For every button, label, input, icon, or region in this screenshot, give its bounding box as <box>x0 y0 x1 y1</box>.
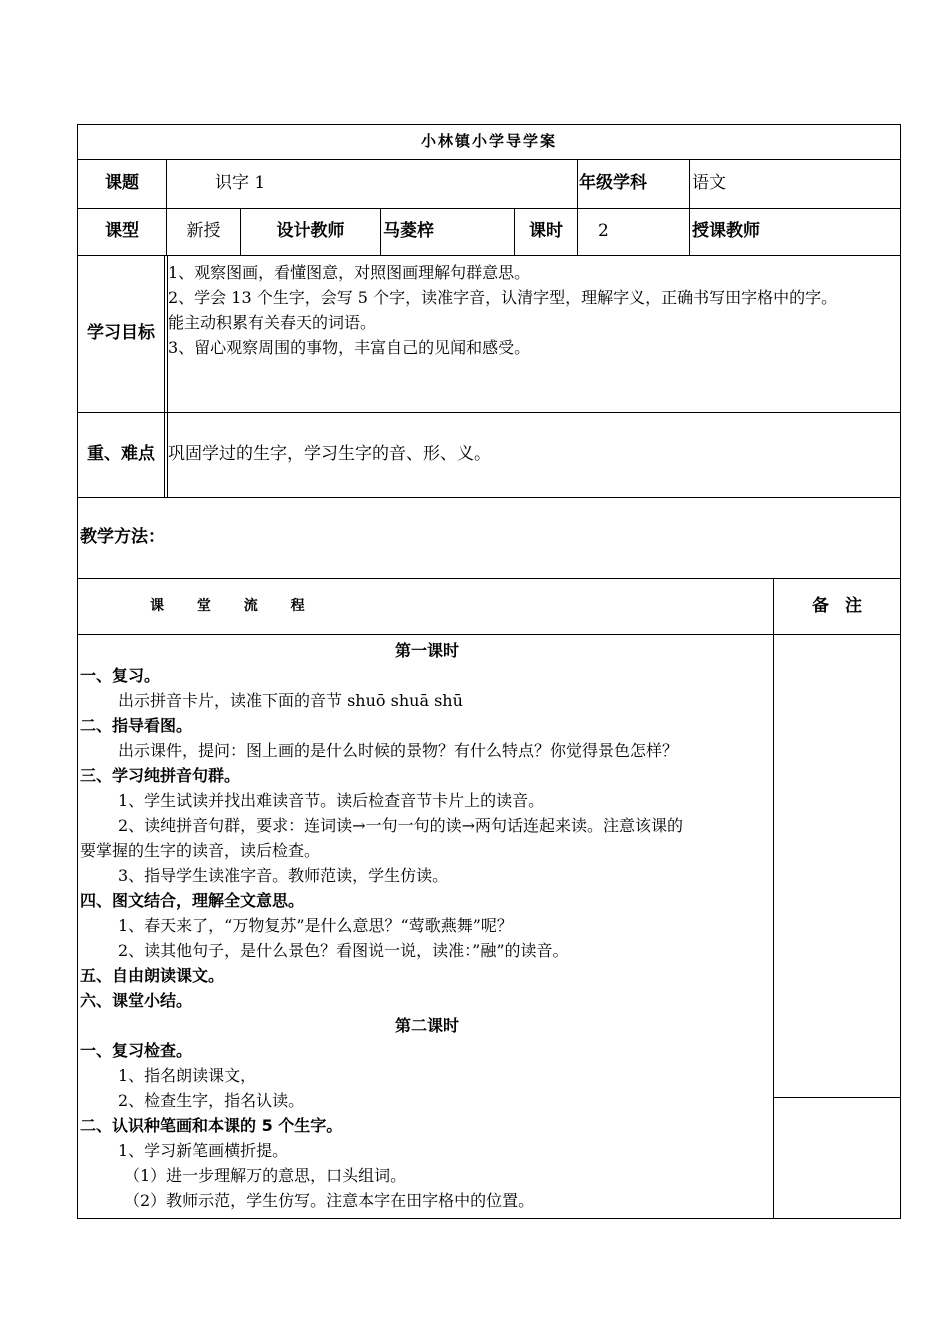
section-heading: 一、复习。 <box>80 666 161 685</box>
flow-line: 2、读纯拼音句群，要求：连词读→一句一句的读→两句话连起来读。注意该课的 <box>118 816 683 835</box>
flow-line: 2、检查生字，指名认读。 <box>118 1091 305 1110</box>
difficulty-label: 重、难点 <box>87 444 155 464</box>
goals-text <box>168 260 902 360</box>
designer-label: 设计教师 <box>276 221 345 241</box>
teaching-method-label: 教学方法： <box>80 527 165 547</box>
grade-subject-value: 语文 <box>692 173 726 193</box>
flow-line: 1、学习新笔画横折提。 <box>118 1141 289 1160</box>
flow-line: 出示课件，提问：图上画的是什么时候的景物？有什么特点？你觉得景色怎样？ <box>118 741 679 760</box>
table-rule <box>164 255 165 497</box>
goal-line: 3、留心观察周围的事物，丰富自己的见闻和感受。 <box>168 338 531 357</box>
flow-line: 1、春天来了，“万物复苏”是什么意思？“莺歌燕舞”呢？ <box>118 916 513 935</box>
flow-line: 出示拼音卡片，读准下面的音节 shuō shuā shū <box>118 691 463 710</box>
flow-line: 2、读其他句子，是什么景色？看图说一说，读准：”融”的读音。 <box>118 941 569 960</box>
table-rule <box>577 159 578 255</box>
goal-line: 1、观察图画，看懂图意，对照图画理解句群意思。 <box>168 263 531 282</box>
teacher-value <box>800 208 898 255</box>
period-heading: 第二课时 <box>394 1016 459 1035</box>
flow-line: （1）进一步理解万的意思，口头组词。 <box>124 1166 407 1185</box>
page-title: 小林镇小学导学案 <box>420 132 557 150</box>
flow-line: 1、学生试读并找出难读音节。读后检查音节卡片上的读音。 <box>118 791 545 810</box>
section-heading: 四、图文结合，理解全文意思。 <box>80 891 305 910</box>
section-heading: 三、学习纯拼音句群。 <box>80 766 241 785</box>
table-rule <box>689 159 690 255</box>
table-rule <box>380 208 381 255</box>
section-heading: 一、复习检查。 <box>80 1041 193 1060</box>
section-heading: 五、自由朗读课文。 <box>80 966 225 985</box>
section-heading: 六、课堂小结。 <box>80 991 193 1010</box>
lesson-type-value: 新授 <box>186 221 221 241</box>
period-heading: 第一课时 <box>394 641 459 660</box>
goal-line: 2、学会 13 个生字，会写 5 个字，读准字音，认清字型，理解字义，正确书写田字格中的字。 <box>168 288 838 307</box>
class-hours-value: 2 <box>598 221 609 241</box>
goal-line: 能主动积累有关春天的词语。 <box>168 313 377 332</box>
table-border-bottom <box>77 1218 901 1219</box>
topic-value: 识字 1 <box>215 173 266 193</box>
flow-line: 3、指导学生读准字音。教师范读，学生仿读。 <box>118 866 449 885</box>
goals-label: 学习目标 <box>87 323 155 343</box>
notes-rule <box>773 1097 901 1098</box>
topic-label: 课题 <box>105 173 139 193</box>
section-heading: 二、认识种笔画和本课的 5 个生字。 <box>80 1116 343 1135</box>
table-rule <box>77 255 901 256</box>
flow-header-label: 课 堂 流 程 <box>150 598 319 614</box>
flow-line: （2）教师示范，学生仿写。注意本字在田字格中的位置。 <box>124 1191 535 1210</box>
flow-header <box>150 578 750 634</box>
class-flow-content <box>80 638 774 1213</box>
section-heading: 二、指导看图。 <box>80 716 193 735</box>
class-hours-label: 课时 <box>529 221 563 241</box>
table-rule <box>77 634 901 635</box>
difficulty-value: 巩固学过的生字，学习生字的音、形、义。 <box>168 444 491 464</box>
teacher-label: 授课教师 <box>692 221 760 241</box>
flow-line: 1、指名朗读课文， <box>118 1066 257 1085</box>
designer-value: 马菱梓 <box>383 221 434 241</box>
notes-header: 备 注 <box>812 595 862 616</box>
grade-subject-label: 年级学科 <box>579 173 647 193</box>
lesson-type-label: 课型 <box>105 221 139 241</box>
flow-line: 要掌握的生字的读音，读后检查。 <box>80 841 321 860</box>
